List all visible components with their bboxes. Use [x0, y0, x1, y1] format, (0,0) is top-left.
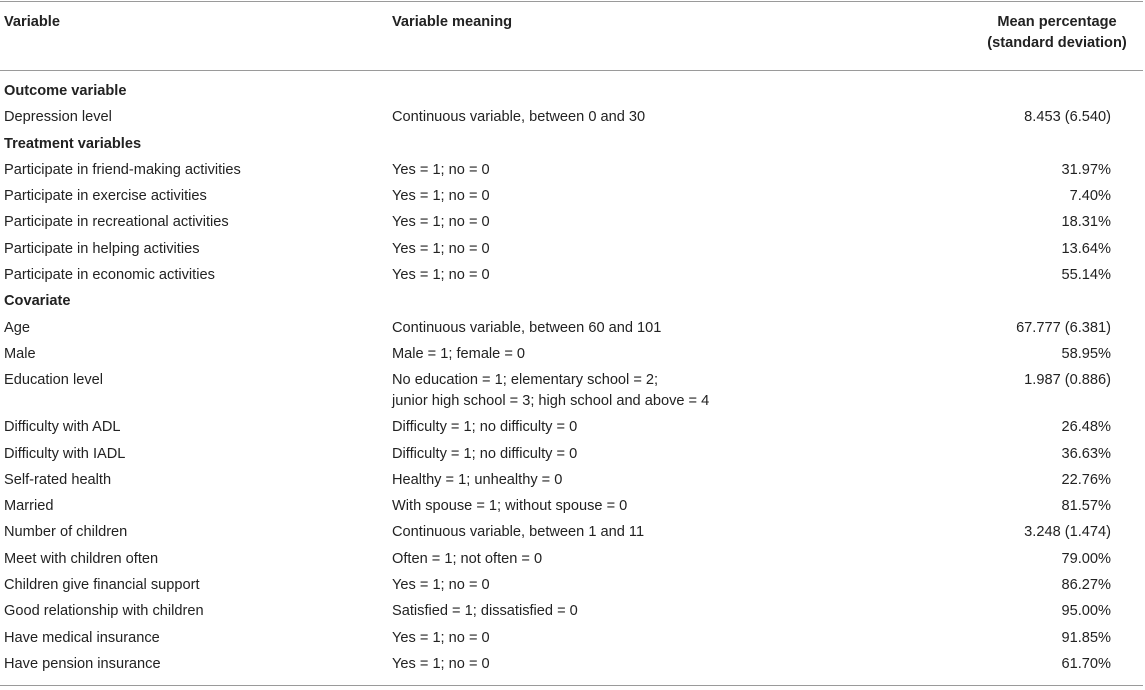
table-row — [0, 439, 1145, 465]
row-meaning: Difficulty = 1; no difficulty = 0 — [392, 445, 578, 462]
row-variable: Married — [4, 498, 54, 515]
table-header — [0, 0, 1145, 70]
row-variable: Meet with children often — [4, 550, 159, 567]
row-value: 36.63% — [1061, 445, 1111, 462]
row-meaning: Yes = 1; no = 0 — [392, 161, 490, 178]
row-value: 55.14% — [1061, 267, 1111, 284]
header-mean-line2: (standard deviation) — [987, 35, 1127, 51]
row-meaning: Yes = 1; no = 0 — [392, 188, 490, 205]
table-row — [0, 155, 1145, 181]
row-meaning: Yes = 1; no = 0 — [392, 240, 490, 257]
table-bottom-rule — [0, 685, 1143, 686]
row-variable: Depression level — [4, 109, 112, 126]
table-row — [0, 260, 1145, 286]
row-variable: Have pension insurance — [4, 655, 161, 672]
row-meaning-line1: No education = 1; elementary school = 2; — [392, 372, 659, 389]
row-variable: Difficulty with ADL — [4, 419, 121, 436]
row-meaning: Yes = 1; no = 0 — [392, 577, 490, 594]
row-meaning: Healthy = 1; unhealthy = 0 — [392, 471, 563, 488]
row-value: 26.48% — [1061, 419, 1111, 436]
row-variable: Participate in friend-making activities — [4, 161, 241, 178]
row-variable: Male — [4, 345, 36, 362]
table-row — [0, 544, 1145, 570]
row-value: 58.95% — [1061, 345, 1111, 362]
table-row — [0, 491, 1145, 517]
row-meaning: Continuous variable, between 60 and 101 — [392, 319, 662, 336]
row-variable: Difficulty with IADL — [4, 445, 126, 462]
header-mean-line1: Mean percentage — [997, 14, 1117, 30]
table-row — [0, 412, 1145, 438]
row-variable: Good relationship with children — [4, 603, 204, 620]
row-variable: Have medical insurance — [4, 629, 160, 646]
row-meaning: With spouse = 1; without spouse = 0 — [392, 498, 628, 515]
table-row — [0, 623, 1145, 649]
row-meaning-line2: junior high school = 3; high school and above = 4 — [392, 393, 710, 410]
row-meaning: Yes = 1; no = 0 — [392, 629, 490, 646]
table-row — [0, 207, 1145, 233]
section-label: Outcome variable — [4, 83, 127, 99]
header-variable: Variable — [4, 14, 60, 30]
table-row — [0, 339, 1145, 365]
row-value: 86.27% — [1061, 577, 1111, 594]
row-variable: Children give financial support — [4, 577, 200, 594]
table-row — [0, 102, 1145, 128]
row-meaning: Continuous variable, between 1 and 11 — [392, 524, 645, 541]
row-value: 79.00% — [1061, 550, 1111, 567]
row-value: 31.97% — [1061, 161, 1111, 178]
row-value: 61.70% — [1061, 655, 1111, 672]
table-row — [0, 517, 1145, 543]
table-row — [0, 465, 1145, 491]
table-row — [0, 649, 1145, 675]
table-row — [0, 181, 1145, 207]
row-meaning: Yes = 1; no = 0 — [392, 267, 490, 284]
section-row-treatment — [0, 129, 1145, 155]
row-value: 91.85% — [1061, 629, 1111, 646]
table-body — [0, 76, 1145, 675]
section-label: Treatment variables — [4, 135, 142, 152]
row-value: 8.453 (6.540) — [1024, 109, 1111, 126]
row-variable: Age — [4, 319, 30, 336]
table-row — [0, 313, 1145, 339]
table-row — [0, 234, 1145, 260]
row-meaning: Male = 1; female = 0 — [392, 345, 526, 362]
section-row-covariate — [0, 286, 1145, 312]
row-variable: Number of children — [4, 524, 128, 541]
row-meaning: Continuous variable, between 0 and 30 — [392, 109, 646, 126]
row-variable: Education level — [4, 372, 103, 389]
row-value: 13.64% — [1061, 240, 1111, 257]
row-value: 67.777 (6.381) — [1016, 319, 1111, 336]
row-value: 3.248 (1.474) — [1024, 524, 1111, 541]
table-header-rule — [0, 70, 1143, 71]
table-row — [0, 596, 1145, 622]
row-value: 95.00% — [1061, 603, 1111, 620]
header-mean-percentage — [977, 12, 1137, 54]
row-variable: Participate in exercise activities — [4, 188, 207, 205]
row-meaning — [392, 370, 709, 412]
row-value: 7.40% — [1069, 188, 1111, 205]
header-variable-meaning: Variable meaning — [392, 14, 513, 30]
row-variable: Participate in economic activities — [4, 267, 215, 284]
section-label: Covariate — [4, 293, 71, 310]
row-variable: Participate in helping activities — [4, 240, 200, 257]
section-row-outcome — [0, 76, 1145, 102]
row-meaning: Difficulty = 1; no difficulty = 0 — [392, 419, 578, 436]
row-value: 1.987 (0.886) — [1024, 372, 1111, 389]
table-row — [0, 365, 1145, 412]
row-meaning: Often = 1; not often = 0 — [392, 550, 543, 567]
row-meaning: Yes = 1; no = 0 — [392, 214, 490, 231]
row-meaning: Satisfied = 1; dissatisfied = 0 — [392, 603, 578, 620]
row-value: 81.57% — [1061, 498, 1111, 515]
row-variable: Participate in recreational activities — [4, 214, 229, 231]
row-value: 22.76% — [1061, 471, 1111, 488]
row-value: 18.31% — [1061, 214, 1111, 231]
table-row — [0, 570, 1145, 596]
row-variable: Self-rated health — [4, 471, 112, 488]
row-meaning: Yes = 1; no = 0 — [392, 655, 490, 672]
